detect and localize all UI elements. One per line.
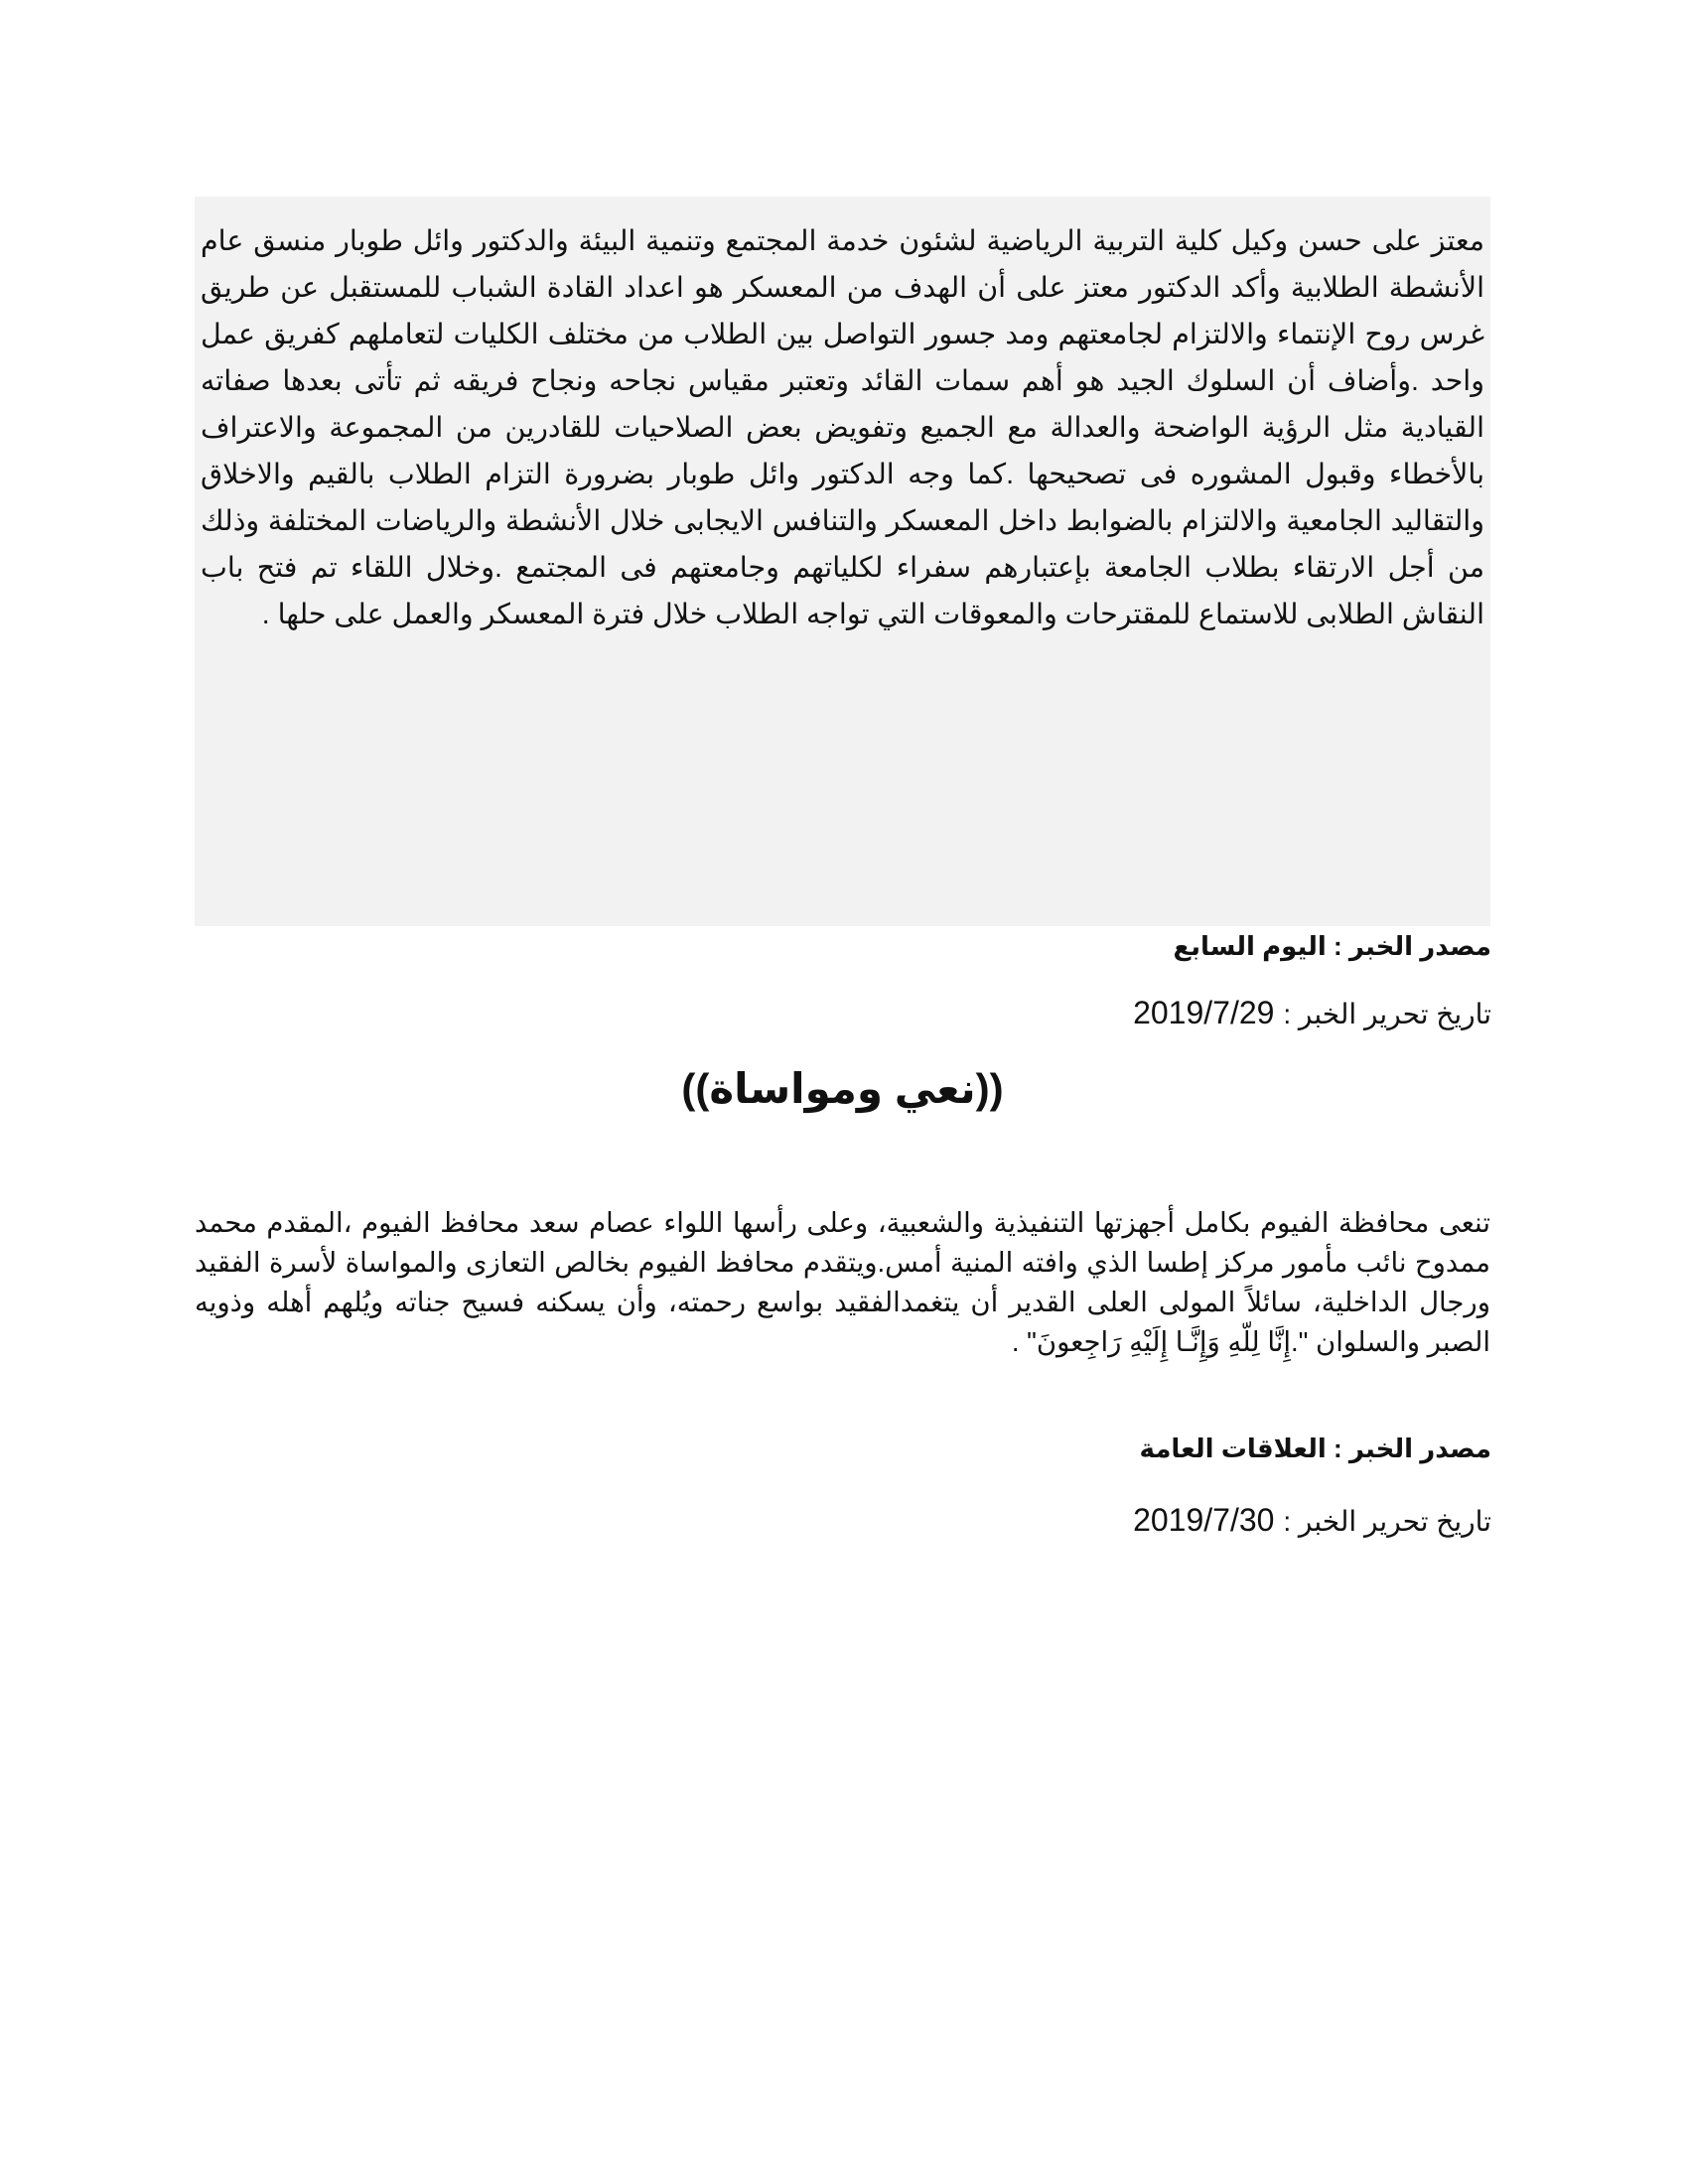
article-2-date-value: 2019/7/30 (1133, 1502, 1275, 1538)
article-2-date-label: تاريخ تحرير الخبر : (1283, 1506, 1491, 1537)
article-2-source: مصدر الخبر : العلاقات العامة (1139, 1433, 1491, 1463)
article-1-date-value: 2019/7/29 (1133, 995, 1275, 1030)
article-1-paragraph: معتز على حسن وكيل كلية التربية الرياضية لشئون خدمة المجتمع وتنمية البيئة والدكتور وائل طوبار منسق عام الأنشطة الطلابية وأكد الدكتور معتز على أن الهدف من المعسكر هو اعداد القادة الشباب للمستقبل عن طريق غرس روح الإنتماء والالتزام لجامعتهم ومد جسور التواصل بين الطلاب من مختلف الكليات لتعاملهم كفريق عمل واحد .وأضاف أن السلوك الجيد هو أهم سمات القائد وتعتبر مقياس نجاحه ونجاح فريقه ثم تأتى بعدها صفاته القيادية مثل الرؤية الواضحة والعدالة مع الجميع وتفويض بعض الصلاحيات للقادرين من المجموعة والاعتراف بالأخطاء وقبول المشوره فى تصحيحها .كما وجه الدكتور وائل طوبار بضرورة التزام الطلاب بالقيم والاخلاق والتقاليد الجامعية والالتزام بالضوابط داخل المعسكر والتنافس الايجابى خلال الأنشطة والرياضات المختلفة وذلك من أجل الارتقاء بطلاب الجامعة بإعتبارهم سفراء لكلياتهم وجامعتهم فى المجتمع .وخلال اللقاء تم فتح باب النقاش الطلابى للاستماع للمقترحات والمعوقات التي تواجه الطلاب خلال فترة المعسكر والعمل على حلها . (201, 225, 1484, 630)
article-1-source: مصدر الخبر : اليوم السابع (1173, 931, 1491, 961)
article-2-date (1133, 1502, 1491, 1539)
article-2-paragraph: تنعى محافظة الفيوم بكامل أجهزتها التنفيذية والشعبية، وعلى رأسها اللواء عصام سعد محافظ الفيوم ،المقدم محمد ممدوح نائب مأمور مركز إطسا الذي وافته المنية أمس.ويتقدم محافظ الفيوم بخالص التعازى والمواساة لأسرة الفقيد ورجال الداخلية، سائلاً المولى العلى القدير أن يتغمدالفقيد بواسع رحمته، وأن يسكنه فسيح جناته ويُلهم أهله وذويه الصبر والسلوان ".إِنَّا لِلّهِ وَإِنَّـا إِلَيْهِ رَاجِعونَ" . (195, 1207, 1490, 1357)
article-1-date-label: تاريخ تحرير الخبر : (1283, 999, 1491, 1029)
article-1-date (1133, 995, 1491, 1031)
article-2-heading: ((نعي ومواساة)) (681, 1065, 1004, 1112)
article-1-shaded-block (195, 197, 1490, 926)
